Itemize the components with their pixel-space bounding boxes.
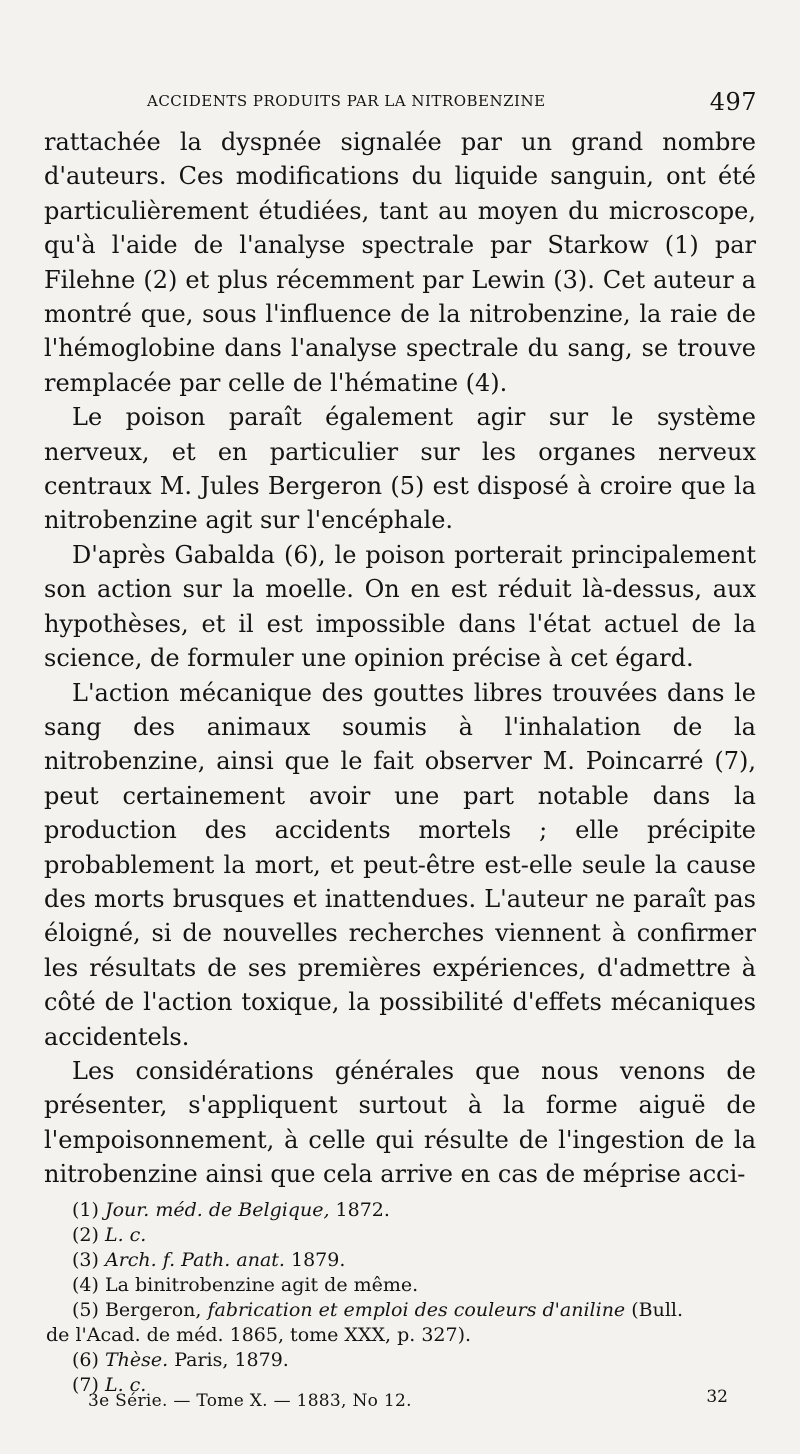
footnote-number: (7)	[72, 1374, 99, 1396]
paragraph: Les considérations générales que nous venons de présenter, s'appliquent surtout à la forme aiguë de l'empoisonnement, à celle qui résulte de l'ingestion de la nitrobenzine ainsi que cela arrive en cas de méprise acci-	[44, 1056, 756, 1189]
footnote-detail: 1879.	[284, 1249, 346, 1271]
footnote-detail: 1872.	[329, 1199, 390, 1221]
footnote	[46, 1223, 758, 1248]
paragraph: D'après Gabalda (6), le poison porterait principalement son action sur la moelle. On en est réduit là-dessus, aux hypothèses, et il est impossible dans l'état actuel de la science, de formuler une opinion précise à cet égard.	[44, 540, 756, 673]
paragraph: rattachée la dyspnée signalée par un grand nombre d'auteurs. Ces modifications du liquide sanguin, ont été particulièrement étudiées, tant au moyen du microscope, qu'à l'aide de l'analyse spectrale par Starkow (1) par Filehne (2) et plus récemment par Lewin (3). Cet auteur a montré que, sous l'influence de la nitrobenzine, la raie de l'hémoglobine dans l'analyse spectrale du sang, se trouve remplacée par celle de l'hématine (4).	[44, 128, 756, 397]
page-number: 497	[709, 88, 757, 116]
footnote-author: Bergeron,	[104, 1299, 208, 1321]
footnote-source: Arch. f. Path. anat.	[104, 1249, 285, 1271]
footnote-source: L. c.	[104, 1224, 147, 1246]
footnote-source: fabrication et emploi des couleurs d'aniline	[207, 1299, 626, 1321]
footnote-source: Thèse.	[104, 1349, 169, 1371]
footnote-number: (2)	[72, 1224, 99, 1246]
footnote	[46, 1248, 758, 1273]
footnote-detail: Paris, 1879.	[168, 1349, 289, 1371]
footnote-continuation	[46, 1323, 758, 1348]
footnote-number: (5)	[72, 1299, 99, 1321]
series-signature: 3e Série. — Tome X. — 1883, No 12.	[88, 1391, 412, 1411]
footnote-detail: de l'Acad. de méd. 1865, tome XXX, p. 327).	[46, 1324, 472, 1346]
paragraph: L'action mécanique des gouttes libres trouvées dans le sang des animaux soumis à l'inhalation de la nitrobenzine, ainsi que le fait observer M. Poincarré (7), peut certainement avoir une part notable dans la production des accidents mortels ; elle précipite probablement la mort, et peut-être est-elle seule la cause des morts brusques et inattendues. L'auteur ne paraît pas éloigné, si de nouvelles recherches viennent à confirmer les résultats de ses premières expériences, d'admettre à côté de l'action toxique, la possibilité d'effets mécaniques accidentels.	[44, 678, 756, 1051]
footnote-number: (3)	[72, 1249, 99, 1271]
paragraph: Le poison paraît également agir sur le système nerveux, et en particulier sur les organes nerveux centraux M. Jules Bergeron (5) est disposé à croire que la nitrobenzine agit sur l'encéphale.	[44, 403, 756, 535]
footnote-number: (4)	[72, 1274, 99, 1296]
main-text	[44, 125, 756, 1192]
footnotes	[46, 1198, 758, 1398]
footnote-detail: La binitrobenzine agit de même.	[104, 1274, 419, 1296]
footnote	[46, 1348, 758, 1373]
footnote-source: Jour. méd. de Belgique,	[104, 1199, 330, 1221]
page-footer	[88, 1387, 728, 1417]
footnote-number: (1)	[72, 1199, 99, 1221]
footnote-detail: (Bull.	[625, 1299, 684, 1321]
running-head	[147, 88, 757, 118]
sheet-number: 32	[706, 1387, 728, 1407]
footnote-source: L. c.	[104, 1374, 147, 1396]
footnote-number: (6)	[72, 1349, 99, 1371]
footnote	[46, 1198, 758, 1223]
running-title: ACCIDENTS PRODUITS PAR LA NITROBENZINE	[147, 92, 546, 110]
footnote	[46, 1298, 758, 1323]
footnote	[46, 1273, 758, 1298]
